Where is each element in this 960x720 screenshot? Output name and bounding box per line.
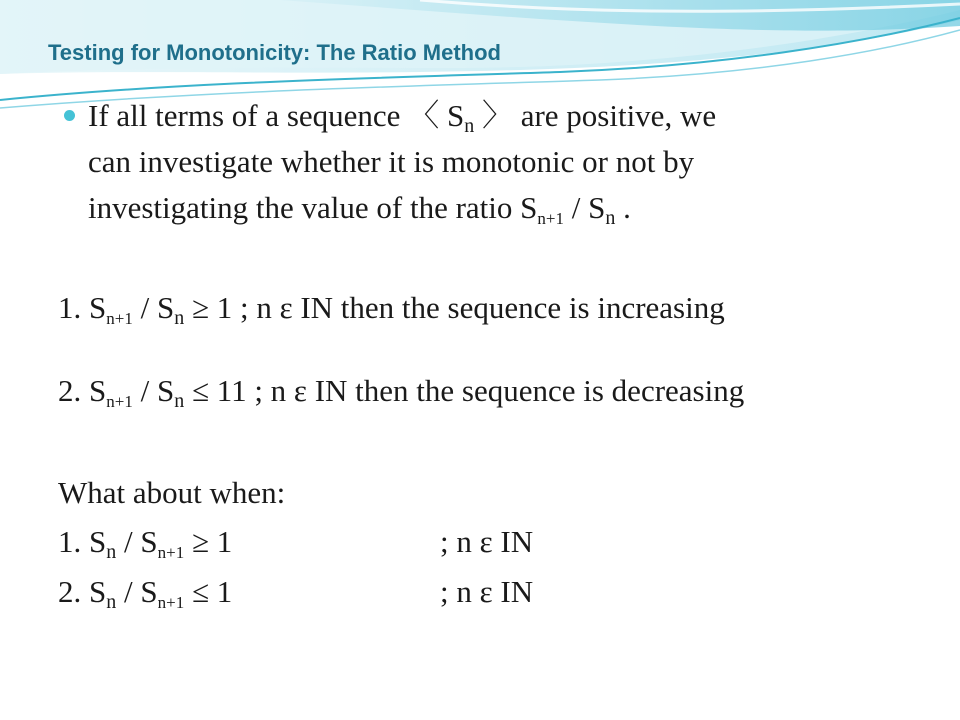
subscript: n+1 [157, 593, 185, 612]
subscript: n+1 [106, 392, 133, 411]
case-prefix: 2. S [58, 574, 107, 609]
rule-mid: / S [132, 290, 175, 325]
subscript: n+1 [537, 209, 564, 228]
case-mid: / S [116, 524, 158, 559]
question-case-2 [58, 574, 534, 621]
rule-increasing [58, 290, 725, 337]
subscript: n+1 [157, 543, 185, 562]
subscript: n [174, 307, 185, 329]
bullet-line-3 [88, 190, 631, 237]
bracket-close: 〉 [481, 98, 513, 133]
subscript: n [464, 115, 475, 137]
case-condition: ≥ 1 [184, 524, 233, 559]
case-domain: ; n ε IN [440, 574, 534, 609]
case-prefix: 1. S [58, 524, 107, 559]
case-condition: ≤ 1 [184, 574, 233, 609]
rule-prefix: 1. S [58, 290, 107, 325]
slide-title: Testing for Monotonicity: The Ratio Method [48, 40, 501, 65]
seq-symbol: S [446, 98, 465, 133]
bullet-line-2: can investigate whether it is monotonic or not by [88, 144, 695, 179]
case-domain: ; n ε IN [440, 524, 534, 559]
rule-mid: / S [132, 373, 175, 408]
subscript: n [106, 541, 117, 563]
period: . [615, 190, 631, 225]
question-line: What about when: [58, 475, 286, 510]
case-mid: / S [116, 574, 158, 609]
rule-decreasing [58, 373, 744, 420]
bullet-icon [64, 110, 75, 121]
rule-suffix: ≤ 11 ; n ε IN then the sequence is decreasing [184, 373, 745, 408]
bullet-text-c: investigating the value of the ratio S [88, 190, 538, 225]
subscript: n [106, 591, 117, 613]
subscript: n [174, 390, 185, 412]
bullet-line-1 [88, 98, 716, 144]
bullet-text-b: are positive, we [512, 98, 717, 133]
question-case-1 [58, 524, 534, 571]
slash-text: / S [564, 190, 606, 225]
rule-suffix: ≥ 1 ; n ε IN then the sequence is increasing [184, 290, 725, 325]
rule-prefix: 2. S [58, 373, 107, 408]
bracket-open: 〈 [408, 98, 440, 133]
subscript: n [605, 207, 616, 229]
subscript: n+1 [106, 309, 133, 328]
bullet-text-a: If all terms of a sequence [88, 98, 409, 133]
